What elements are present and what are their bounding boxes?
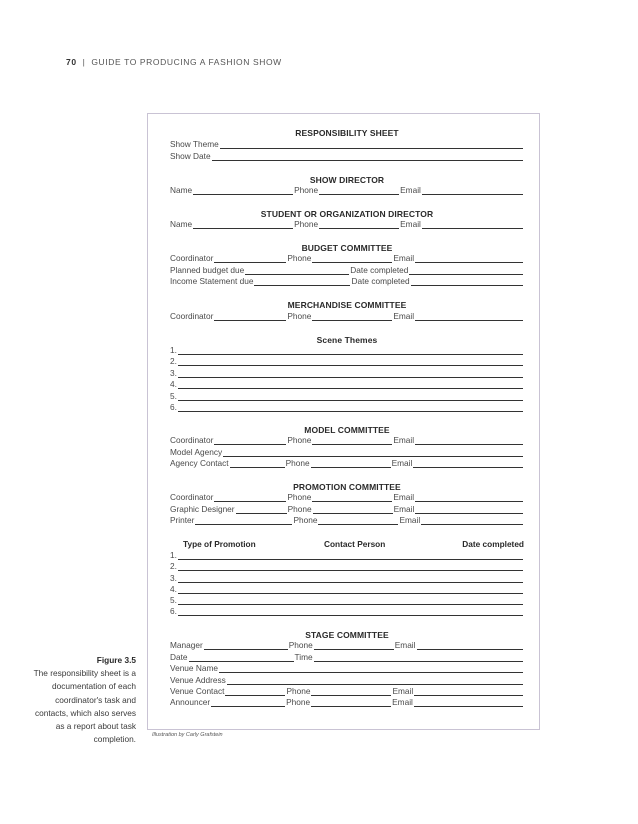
field-label: Phone xyxy=(294,219,319,229)
field-label: Phone xyxy=(286,697,311,707)
coordinator-field[interactable] xyxy=(214,436,286,445)
field-label: Manager xyxy=(170,640,203,650)
field-label: Model Agency xyxy=(170,447,223,457)
field-label: Phone xyxy=(293,515,318,525)
printer-field[interactable] xyxy=(195,516,292,525)
promotion-line xyxy=(170,559,524,571)
field-label: Phone xyxy=(288,640,313,650)
email-field[interactable] xyxy=(415,436,523,445)
model-coordinator-row xyxy=(170,433,524,445)
phone-field[interactable] xyxy=(312,254,392,263)
line-number: 1. xyxy=(170,550,177,560)
book-title: GUIDE TO PRODUCING A FASHION SHOW xyxy=(91,57,282,67)
line-number: 6. xyxy=(170,606,177,616)
field-label: Venue Name xyxy=(170,663,218,673)
field-label: Printer xyxy=(170,515,195,525)
field-label: Email xyxy=(393,504,415,514)
field-label: Show Date xyxy=(170,151,211,161)
phone-field[interactable] xyxy=(319,186,399,195)
field-label: Email xyxy=(393,492,415,502)
running-head xyxy=(66,57,282,67)
coordinator-field[interactable] xyxy=(214,493,286,502)
promotion-field[interactable] xyxy=(178,607,523,616)
email-field[interactable] xyxy=(415,493,523,502)
field-label: Email xyxy=(393,311,415,321)
show-date-field[interactable] xyxy=(212,152,523,161)
field-label: Planned budget due xyxy=(170,265,245,275)
promotion-coordinator-row xyxy=(170,490,524,502)
coordinator-field[interactable] xyxy=(214,254,286,263)
scene-theme-line xyxy=(170,354,524,366)
field-label: Name xyxy=(170,185,193,195)
field-label: Email xyxy=(400,185,421,195)
model-committee-heading: MODEL COMMITTEE xyxy=(304,425,390,435)
show-director-row xyxy=(170,183,524,195)
line-number: 4. xyxy=(170,379,177,389)
field-label: Coordinator xyxy=(170,311,214,321)
agency-contact-row xyxy=(170,456,524,468)
phone-field[interactable] xyxy=(319,220,399,229)
printer-row xyxy=(170,513,524,525)
type-of-promotion-header: Type of Promotion xyxy=(183,539,256,549)
coordinator-field[interactable] xyxy=(214,312,286,321)
email-field[interactable] xyxy=(422,220,523,229)
line-number: 3. xyxy=(170,368,177,378)
budget-coordinator-row xyxy=(170,251,524,263)
promotion-field[interactable] xyxy=(178,562,523,571)
field-label: Income Statement due xyxy=(170,276,254,286)
field-label: Date completed xyxy=(350,265,409,275)
agency-contact-field[interactable] xyxy=(230,459,285,468)
field-label: Email xyxy=(394,640,416,650)
line-number: 2. xyxy=(170,561,177,571)
phone-field[interactable] xyxy=(314,641,394,650)
field-label: Show Theme xyxy=(170,139,219,149)
field-label: Coordinator xyxy=(170,435,214,445)
caption-text: The responsibility sheet is a documentation of each coordinator's task and contacts, which also serves as a report about task completion. xyxy=(33,668,136,745)
student-director-heading: STUDENT OR ORGANIZATION DIRECTOR xyxy=(260,209,434,219)
line-number: 3. xyxy=(170,573,177,583)
figure-caption xyxy=(30,654,136,746)
header-separator: | xyxy=(82,57,86,67)
scene-theme-line xyxy=(170,400,524,412)
stage-manager-row xyxy=(170,638,524,650)
line-number: 1. xyxy=(170,345,177,355)
figure-label: Figure 3.5 xyxy=(96,655,136,665)
scene-themes-heading: Scene Themes xyxy=(316,335,378,345)
field-label: Phone xyxy=(287,253,312,263)
field-label: Email xyxy=(400,219,421,229)
field-label: Email xyxy=(392,686,414,696)
promotion-line xyxy=(170,604,524,616)
merchandise-coordinator-row xyxy=(170,309,524,321)
field-label: Announcer xyxy=(170,697,211,707)
email-field[interactable] xyxy=(417,641,524,650)
promotion-committee-heading: PROMOTION COMMITTEE xyxy=(293,482,401,492)
email-field[interactable] xyxy=(421,516,523,525)
field-label: Phone xyxy=(287,311,312,321)
line-number: 6. xyxy=(170,402,177,412)
phone-field[interactable] xyxy=(312,493,392,502)
scene-theme-field[interactable] xyxy=(178,357,523,366)
email-field[interactable] xyxy=(422,186,523,195)
show-director-heading: SHOW DIRECTOR xyxy=(309,175,385,185)
announcer-row xyxy=(170,695,524,707)
field-label: Agency Contact xyxy=(170,458,229,468)
email-field[interactable] xyxy=(413,459,523,468)
venue-name-field[interactable] xyxy=(219,664,523,673)
field-label: Date xyxy=(170,652,188,662)
field-label: Phone xyxy=(287,504,312,514)
field-label: Time xyxy=(294,652,313,662)
scene-theme-line xyxy=(170,377,524,389)
responsibility-sheet xyxy=(147,113,540,730)
field-label: Coordinator xyxy=(170,492,214,502)
field-label: Venue Address xyxy=(170,675,226,685)
phone-field[interactable] xyxy=(312,312,392,321)
income-statement-field[interactable] xyxy=(254,277,350,286)
field-label: Email xyxy=(391,458,413,468)
income-statement-row xyxy=(170,274,524,286)
field-label: Phone xyxy=(286,686,311,696)
phone-field[interactable] xyxy=(311,459,391,468)
field-label: Phone xyxy=(287,492,312,502)
email-field[interactable] xyxy=(415,312,523,321)
field-label: Email xyxy=(392,697,413,707)
field-label: Email xyxy=(393,435,415,445)
name-field[interactable] xyxy=(193,186,293,195)
illustration-credit: Illustration by Carly Grafstein xyxy=(152,732,223,738)
manager-field[interactable] xyxy=(204,641,288,650)
name-field[interactable] xyxy=(193,220,293,229)
field-label: Phone xyxy=(285,458,310,468)
venue-name-row xyxy=(170,661,524,673)
date-completed-header: Date completed xyxy=(462,539,524,549)
field-label: Email xyxy=(399,515,421,525)
phone-field[interactable] xyxy=(311,698,391,707)
field-label: Phone xyxy=(294,185,319,195)
show-theme-field[interactable] xyxy=(220,140,523,149)
field-label: Phone xyxy=(287,435,312,445)
field-label: Graphic Designer xyxy=(170,504,235,514)
field-label: Name xyxy=(170,219,193,229)
stage-committee-heading: STAGE COMMITTEE xyxy=(305,630,389,640)
sheet-title: RESPONSIBILITY SHEET xyxy=(295,128,399,138)
field-label: Venue Contact xyxy=(170,686,225,696)
contact-person-header: Contact Person xyxy=(324,539,386,549)
scene-theme-field[interactable] xyxy=(178,380,523,389)
line-number: 2. xyxy=(170,356,177,366)
phone-field[interactable] xyxy=(318,516,398,525)
student-director-row xyxy=(170,217,524,229)
email-field[interactable] xyxy=(415,254,523,263)
budget-committee-heading: BUDGET COMMITTEE xyxy=(301,243,393,253)
merchandise-committee-heading: MERCHANDISE COMMITTEE xyxy=(287,300,407,310)
show-theme-row xyxy=(170,137,524,149)
phone-field[interactable] xyxy=(312,436,392,445)
line-number: 4. xyxy=(170,584,177,594)
page-number: 70 xyxy=(66,57,77,67)
line-number: 5. xyxy=(170,391,177,401)
announcer-field[interactable] xyxy=(211,698,285,707)
field-label: Coordinator xyxy=(170,253,214,263)
scene-theme-field[interactable] xyxy=(178,403,523,412)
show-date-row xyxy=(170,149,524,161)
field-label: Email xyxy=(393,253,415,263)
email-field[interactable] xyxy=(414,698,523,707)
line-number: 5. xyxy=(170,595,177,605)
field-label: Date completed xyxy=(351,276,410,286)
date-completed-field[interactable] xyxy=(411,277,523,286)
